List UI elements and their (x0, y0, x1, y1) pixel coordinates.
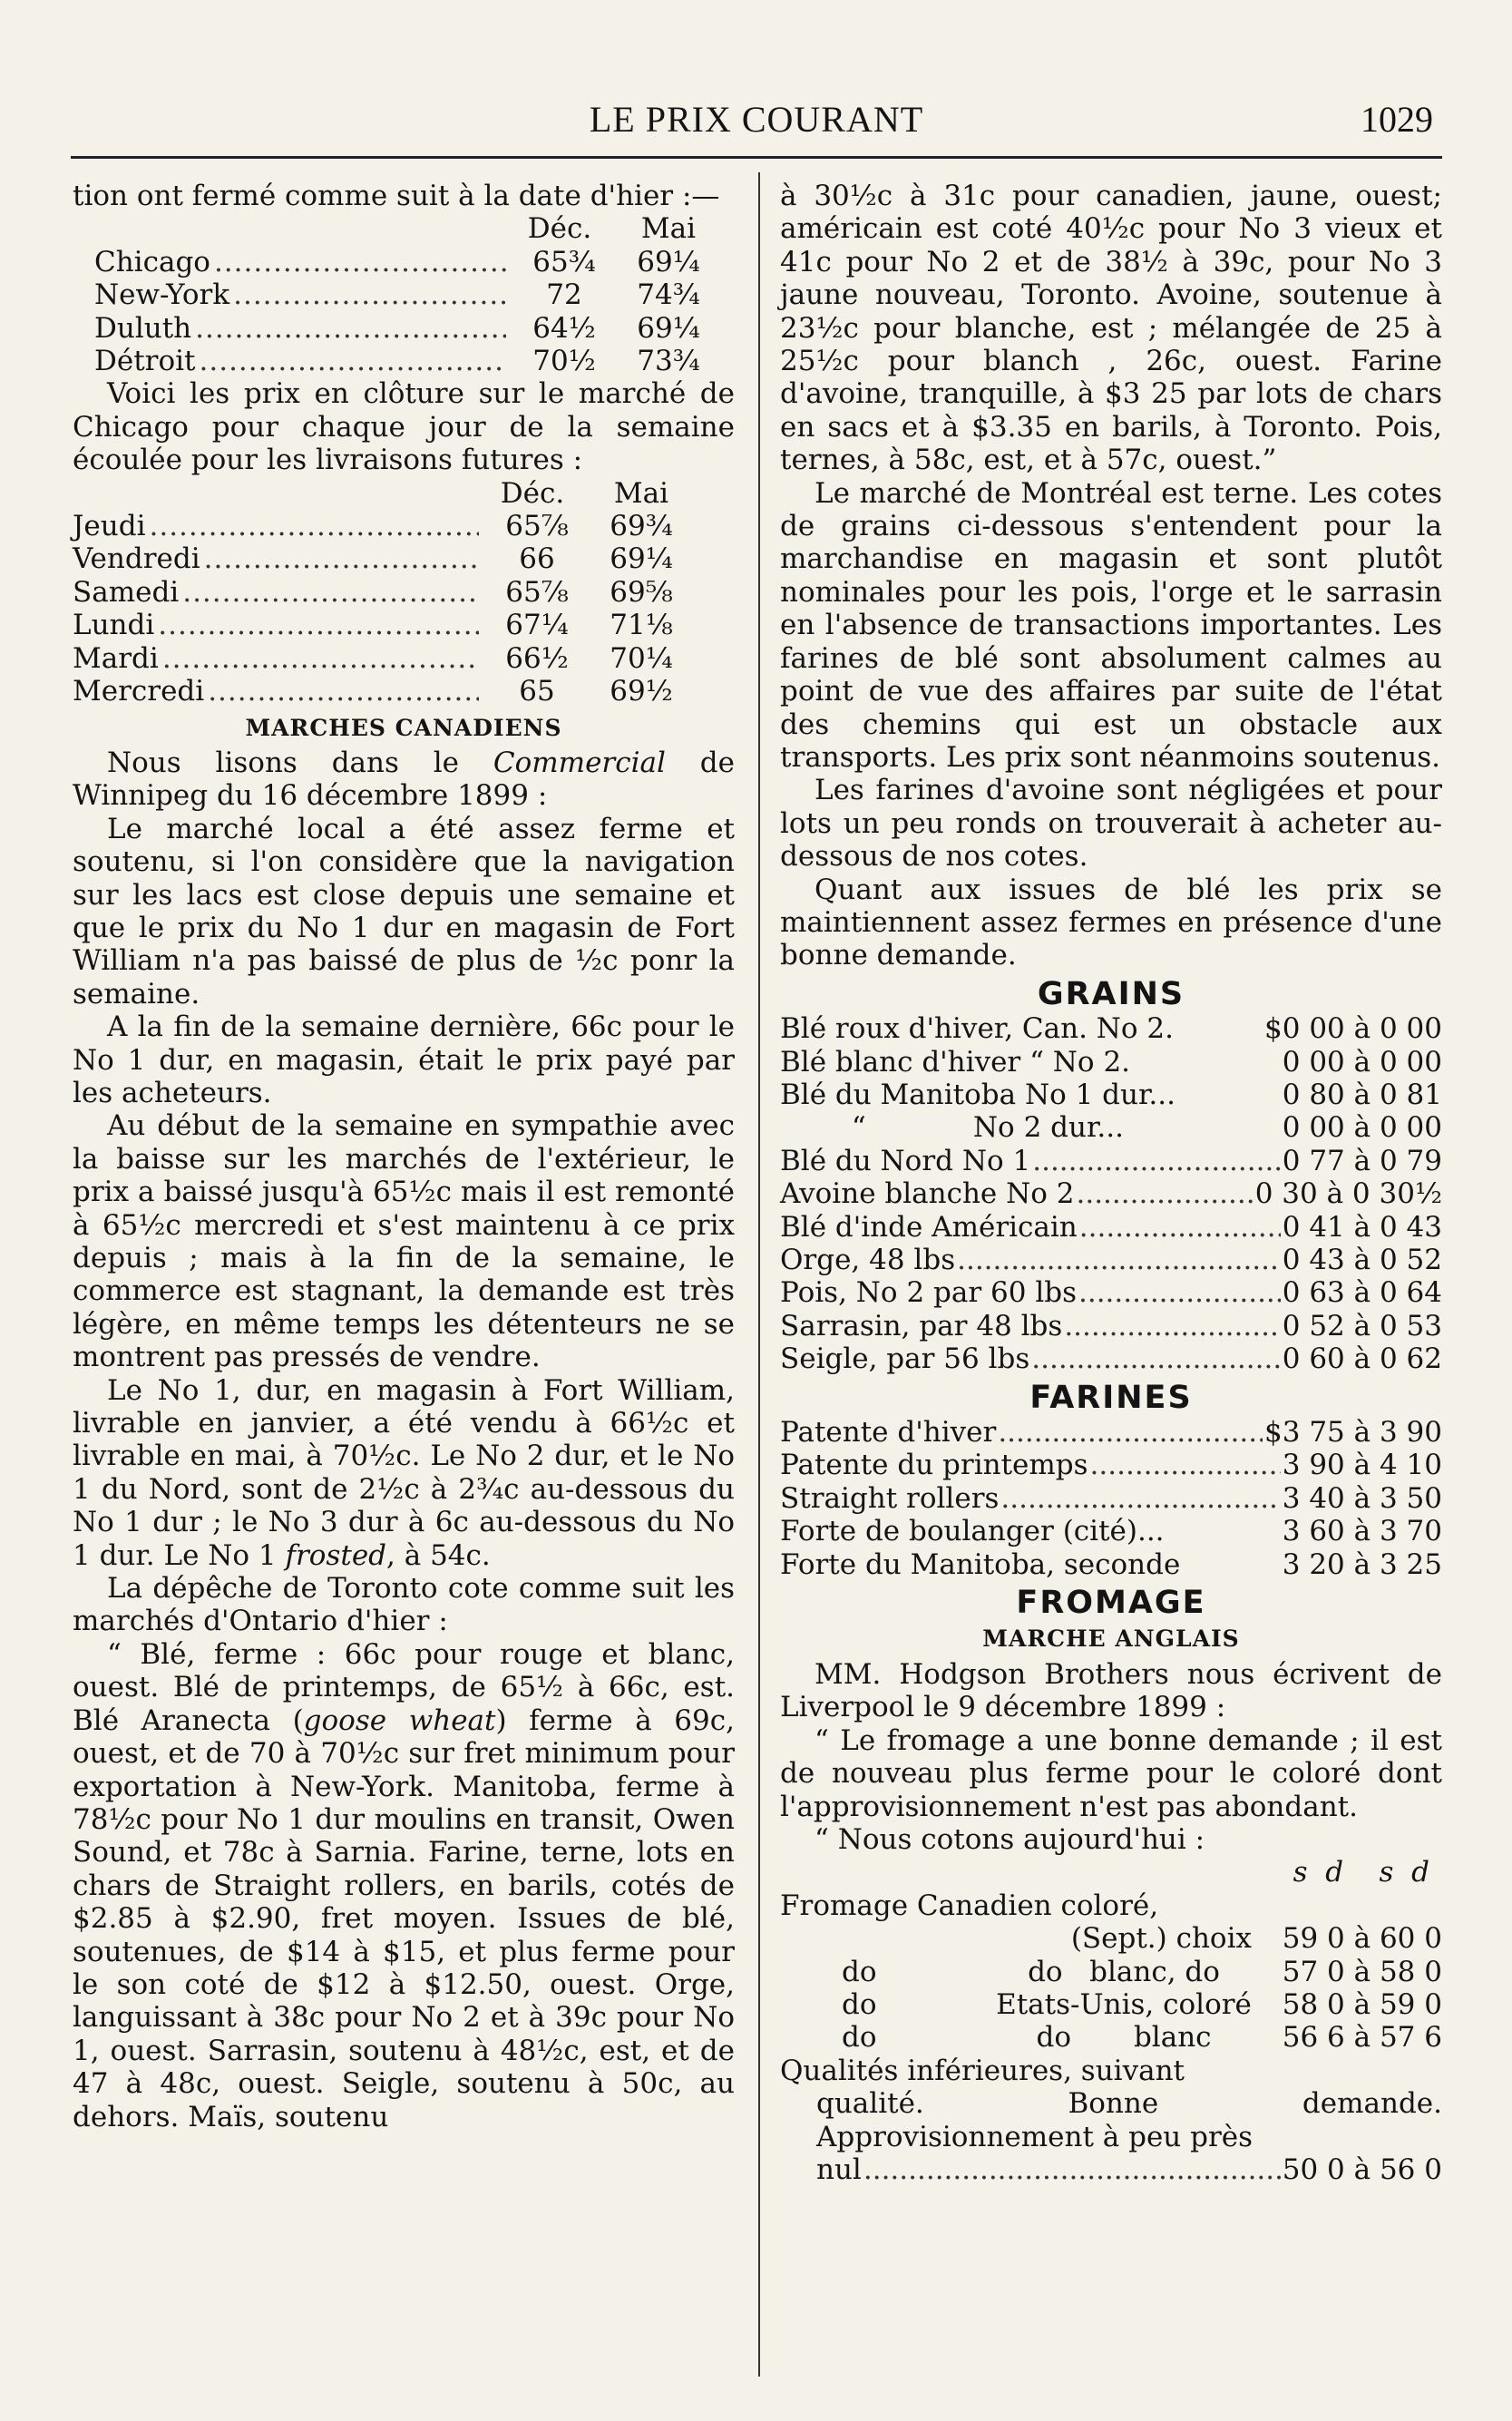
cheese-row (780, 2021, 1442, 2054)
table1 (73, 246, 735, 378)
cheese-price: 57 0 à 58 0 (1282, 1955, 1442, 1988)
flour-label: Straight rollers (780, 1481, 1000, 1515)
table2-row (73, 675, 691, 708)
flour-label: Forte du Manitoba, seconde (780, 1547, 1181, 1581)
grain-price: 0 80 à 0 81 (1282, 1078, 1442, 1111)
table2 (73, 510, 735, 708)
grain-price-row (780, 1342, 1442, 1375)
flour-price: $3 75 à 3 90 (1264, 1416, 1442, 1450)
article-paragraph: MM. Hodgson Brothers nous écrivent de Liverpool le 9 décembre 1899 : (780, 1657, 1442, 1724)
market-label: New-York (94, 278, 230, 312)
table2-row (73, 642, 691, 675)
dec-value: 65⅞ (505, 575, 569, 609)
leader-dots (214, 246, 506, 278)
cheese-row (780, 1922, 1442, 1955)
leader-dots (162, 642, 479, 675)
grain-price-row (780, 1046, 1442, 1079)
leader-dots (1078, 1276, 1281, 1309)
flour-price-row (780, 1548, 1442, 1581)
grain-price: 0 52 à 0 53 (1282, 1309, 1442, 1342)
dec-value: 65¾ (532, 245, 596, 278)
grain-price: 0 60 à 0 62 (1282, 1342, 1442, 1376)
section-heading-grains: GRAINS (1037, 975, 1185, 1012)
cheese-type: do blanc, do (1028, 1955, 1220, 1988)
page-title: LE PRIX COURANT (589, 99, 924, 140)
text-span: ) ferme à 69c, ouest, et de 70 à 70½c sur fret minimum pour exportation à New-York. Manitoba, ferme à 78½c pour No 1 dur moulins en transit, Owen Sound, et 78c à Sarnia. Farine, terne, lots en chars de Straight rollers, en barils, cotés de $2.85 à $2.90, fret moyen. Issues de blé, soutenues, de $14 à $15, et plus ferme pour le son coté de $12 à $12.50, ouest. Orge, languissant à 38c pour No 2 et à 39c pour No 1, ouest. Sarrasin, soutenu à 48½c, est, et de 47 à 48c, ouest. Seigle, soutenu à 50c, au dehors. Maïs, soutenu (73, 1703, 735, 2133)
dec-value: 70½ (532, 345, 596, 378)
mai-value: 73¾ (637, 345, 700, 378)
grain-label: “ No 2 dur... (780, 1111, 1124, 1145)
flour-price: 3 90 à 4 10 (1282, 1449, 1442, 1482)
leader-dots (863, 2153, 1281, 2186)
page-header (71, 94, 1442, 149)
flour-price-row (780, 1515, 1442, 1547)
grain-price-row (780, 1244, 1442, 1276)
grain-price-row (780, 1145, 1442, 1177)
table2-row (73, 510, 691, 542)
dec-value: 72 (546, 278, 582, 312)
text-span: de Winnipeg du 16 décembre 1899 : (73, 746, 735, 813)
page-number: 1029 (1361, 99, 1433, 140)
grain-price: 0 63 à 0 64 (1282, 1276, 1442, 1310)
day-label: Vendredi (73, 542, 200, 576)
text-span: “ Blé, ferme : 66c pour rouge et blanc, ouest. Blé de printemps, de 65½ à 66c, est. Blé Aranecta ( (73, 1637, 735, 1737)
quality-line: Qualités inférieures, suivant (780, 2054, 1185, 2087)
flour-price-row (780, 1449, 1442, 1481)
italic-term: frosted (285, 1538, 387, 1572)
leader-dots (195, 312, 506, 345)
mai-value: 69⅝ (610, 575, 673, 609)
cheese-price: 56 6 à 57 6 (1282, 2021, 1442, 2055)
grain-price: $0 00 à 0 00 (1264, 1012, 1442, 1046)
leader-dots (150, 510, 480, 542)
currency-units-header: s d s d (1293, 1856, 1429, 1889)
mai-value: 69¼ (610, 542, 673, 576)
grain-price: 0 41 à 0 43 (1282, 1210, 1442, 1244)
cheese-type: do blanc (1036, 2021, 1212, 2055)
grain-label: Blé blanc d'hiver “ No 2. (780, 1045, 1131, 1079)
article-paragraph: Quant aux issues de blé les prix se maintiennent assez fermes en présence d'une bonne demande. (780, 873, 1442, 972)
cheese-price: 50 0 à 56 0 (1282, 2153, 1442, 2186)
grain-label: Blé du Manitoba No 1 dur... (780, 1078, 1175, 1111)
leader-dots (233, 278, 506, 311)
leader-dots (1031, 1342, 1280, 1375)
table1-header (73, 212, 735, 245)
leader-dots (957, 1244, 1281, 1276)
grain-price-row (780, 1211, 1442, 1244)
grain-label: Sarrasin, par 48 lbs (780, 1309, 1063, 1342)
closing-prices-paragraph: Voici les prix en clôture sur le marché de Chicago pour chaque jour de la semaine écoulée pour les livraisons futures : (73, 377, 735, 477)
grain-label: Blé du Nord No 1 (780, 1144, 1031, 1177)
article-paragraph (73, 747, 735, 813)
day-label: Samedi (73, 575, 180, 609)
table1-row (94, 246, 718, 278)
grains-price-list (780, 1012, 1442, 1375)
table1-row (94, 345, 718, 377)
leader-dots (1079, 1211, 1281, 1244)
header-rule (71, 156, 1442, 159)
article-paragraph: “ Nous cotons aujourd'hui : (815, 1822, 1205, 1856)
italic-term: goose wheat (303, 1703, 496, 1737)
grain-price-row (780, 1111, 1442, 1144)
leader-dots (998, 1416, 1263, 1449)
flour-price: 3 60 à 3 70 (1282, 1515, 1442, 1548)
table2-row (73, 576, 691, 609)
text-span: , à 54c. (386, 1538, 491, 1572)
section-heading-marches-canadiens: MARCHES CANADIENS (245, 714, 562, 741)
cheese-row (780, 1956, 1442, 1988)
mai-value: 69¾ (610, 510, 673, 543)
grain-price: 0 00 à 0 00 (1282, 1111, 1442, 1145)
cheese-price: 58 0 à 59 0 (1282, 1987, 1442, 2021)
quality-note: qualité. Bonne demande. Approvisionnement à peu près (816, 2087, 1442, 2153)
mai-value: 69½ (610, 675, 673, 708)
right-column (780, 180, 1442, 2186)
leader-dots (1090, 1449, 1281, 1481)
dec-value: 64½ (532, 311, 596, 345)
flour-label: Patente du printemps (780, 1449, 1088, 1482)
dec-value: 66½ (505, 641, 569, 675)
grain-price: 0 43 à 0 52 (1282, 1244, 1442, 1276)
article-paragraph (73, 1374, 735, 1572)
intro-text: tion ont fermé comme suit à la date d'hier :— (73, 180, 720, 212)
publication-name: Commercial (493, 746, 666, 779)
cheese-ditto: do (842, 1955, 877, 1988)
farines-price-list (780, 1416, 1442, 1581)
cheese-grade: (Sept.) choix (1070, 1922, 1252, 1956)
table1-col-mai: Mai (640, 212, 697, 246)
cheese-type: Etats-Unis, coloré (996, 1987, 1252, 2021)
nul-label: nul (816, 2153, 862, 2186)
article-paragraph: A la fin de la semaine dernière, 66c pour le No 1 dur, en magasin, était le prix payé par les acheteurs. (73, 1010, 735, 1109)
grain-label: Blé roux d'hiver, Can. No 2. (780, 1012, 1174, 1046)
column-divider (758, 172, 760, 2377)
article-paragraph: La dépêche de Toronto cote comme suit les marchés d'Ontario d'hier : (73, 1572, 735, 1638)
table1-row (94, 312, 718, 345)
grain-price: 0 00 à 0 00 (1282, 1045, 1442, 1079)
grain-price-row (780, 1310, 1442, 1342)
mai-value: 71⅛ (610, 609, 673, 642)
flour-label: Forte de boulanger (cité)... (780, 1515, 1165, 1548)
leader-dots (200, 345, 506, 377)
section-heading-marche-anglais: MARCHE ANGLAIS (982, 1625, 1240, 1653)
table1-row (94, 278, 718, 311)
market-label: Duluth (94, 311, 192, 345)
leader-dots (204, 542, 479, 575)
text-span: Nous lisons dans le (107, 746, 493, 779)
grain-price-row (780, 1079, 1442, 1111)
grain-price-row (780, 1276, 1442, 1309)
mai-value: 74¾ (637, 278, 700, 312)
flour-price: 3 40 à 3 50 (1282, 1481, 1442, 1515)
article-paragraph: Le marché de Montréal est terne. Les cotes de grains ci-dessous s'entendent pour la marchandise en magasin et sont plutôt nominales pour les pois, l'orge et le sarrasin en l'absence de transactions importantes. Les farines de blé sont absolument calmes au point de vue des affaires par suite de l'état des chemins qui est un obstacle aux transports. Les prix sont néanmoins soutenus. (780, 476, 1442, 774)
left-column (73, 180, 735, 2133)
dec-value: 65 (519, 675, 555, 708)
article-paragraph: “ Le fromage a une bonne demande ; il est de nouveau plus ferme pour le coloré dont l'approvisionnement n'est pas abondant. (780, 1723, 1442, 1823)
leader-dots (182, 576, 479, 609)
article-paragraph: Le marché local a été assez ferme et soutenu, si l'on considère que la navigation sur les lacs est close depuis une semaine et que le prix du No 1 dur en magasin de Fort William n'a pas baissé de plus de ½c ponr la semaine. (73, 812, 735, 1010)
cheese-row (780, 1988, 1442, 2021)
table2-col-dec: Déc. (500, 476, 565, 510)
table2-header (73, 477, 735, 510)
flour-price-row (780, 1416, 1442, 1449)
leader-dots (1077, 1177, 1253, 1210)
grain-price-row (780, 1177, 1442, 1210)
mai-value: 69¼ (637, 245, 700, 278)
article-paragraph: Les farines d'avoine sont négligées et pour lots un peu ronds on trouverait à acheter au-dessous de nos cotes. (780, 774, 1442, 874)
table2-col-mai: Mai (613, 476, 669, 510)
dec-value: 67¼ (505, 609, 569, 642)
dec-value: 66 (519, 542, 555, 576)
flour-price-row (780, 1482, 1442, 1515)
article-paragraph: à 30½c à 31c pour canadien, jaune, ouest; américain est coté 40½c pour No 3 vieux et 41c pour No 2 et de 38½ à 39c, pour No 3 jaune nouveau, Toronto. Avoine, soutenue à 23½c pour blanche, est ; mélangée de 25 à 25½c pour blanch , 26c, ouest. Farine d'avoine, tranquille, à $3 25 par lots de chars en sacs et à $3.35 en barils, à Toronto. Pois, ternes, à 58c, est, et à 57c, ouest.” (780, 180, 1442, 477)
day-label: Mercredi (73, 675, 205, 708)
grain-label: Orge, 48 lbs (780, 1244, 956, 1276)
grain-label: Pois, No 2 par 60 lbs (780, 1276, 1077, 1310)
grain-price-row (780, 1012, 1442, 1045)
table1-col-dec: Déc. (527, 212, 592, 246)
cheese-nul-row (780, 2153, 1442, 2186)
grain-price: 0 30 à 0 30½ (1254, 1177, 1442, 1211)
grain-label: Seigle, par 56 lbs (780, 1342, 1030, 1376)
leader-dots (1032, 1145, 1281, 1177)
leader-dots (158, 609, 479, 641)
cheese-ditto: do (842, 2021, 877, 2055)
section-heading-farines: FARINES (1029, 1379, 1193, 1416)
article-paragraph: Au début de la semaine en sympathie avec la baisse sur les marchés de l'extérieur, le prix a baissé jusqu'à 65½c mais il est remonté à 65½c mercredi et s'est maintenu à ce prix depuis ; mais à la fin de la semaine, le commerce est stagnant, la demande est très légère, en même temps les détenteurs ne se montrent pas pressés de vendre. (73, 1109, 735, 1374)
flour-price: 3 20 à 3 25 (1282, 1547, 1442, 1581)
text-span: Le No 1, dur, en magasin à Fort William, livrable en janvier, a été vendu à 66½c et livrable en mai, à 70½c. Le No 2 dur, et le No 1 du Nord, sont de 2½c à 2¾c au-dessous du No 1 dur ; le No 3 dur à 6c au-dessous du No 1 dur. Le No 1 (73, 1373, 735, 1572)
section-heading-fromage: FROMAGE (1016, 1585, 1206, 1622)
table2-row (73, 542, 691, 575)
grain-label: Blé d'inde Américain (780, 1210, 1078, 1244)
leader-dots (1000, 1482, 1280, 1515)
day-label: Jeudi (73, 510, 146, 543)
dec-value: 65⅞ (505, 510, 569, 543)
cheese-price: 59 0 à 60 0 (1282, 1922, 1442, 1956)
table2-row (73, 609, 691, 641)
grain-label: Avoine blanche No 2 (780, 1177, 1075, 1211)
day-label: Lundi (73, 609, 155, 642)
article-paragraph (73, 1638, 735, 2133)
market-label: Détroit (94, 345, 196, 378)
day-label: Mardi (73, 641, 159, 675)
flour-label: Patente d'hiver (780, 1416, 997, 1450)
mai-value: 69¼ (637, 311, 700, 345)
market-label: Chicago (94, 245, 210, 278)
grain-price: 0 77 à 0 79 (1282, 1144, 1442, 1177)
cheese-ditto: do (842, 1987, 877, 2021)
leader-dots (1064, 1310, 1280, 1342)
cheese-line: Fromage Canadien coloré, (780, 1889, 1159, 1922)
mai-value: 70¼ (610, 641, 673, 675)
leader-dots (208, 675, 479, 708)
